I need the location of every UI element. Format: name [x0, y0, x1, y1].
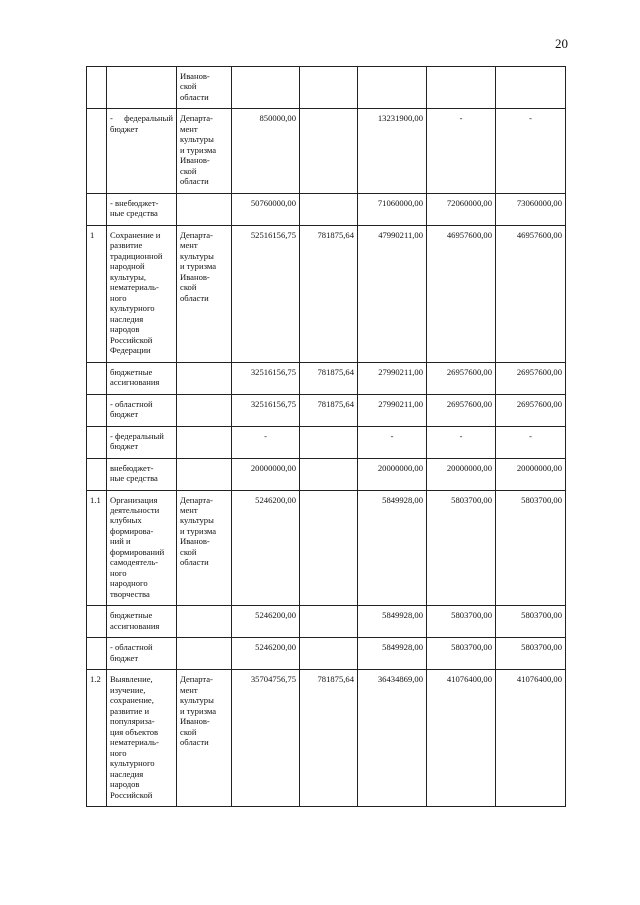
row-value-1	[232, 67, 300, 109]
row-number: 1	[87, 225, 107, 362]
row-name: - внебюджет- ные средства	[107, 193, 177, 225]
row-number	[87, 426, 107, 458]
row-value-5: 26957600,00	[496, 394, 566, 426]
row-executor	[177, 458, 232, 490]
row-value-3: 36434869,00	[358, 670, 427, 807]
row-value-1: 850000,00	[232, 109, 300, 193]
table-row	[87, 490, 566, 606]
row-name: - федеральный бюджет	[107, 426, 177, 458]
row-value-1: 35704756,75	[232, 670, 300, 807]
row-value-3: 71060000,00	[358, 193, 427, 225]
row-name: Организация деятельности клубных формирова- ний и формирований самодеятель- ного народного творчества	[107, 490, 177, 606]
row-value-4	[427, 67, 496, 109]
row-value-2	[300, 458, 358, 490]
row-value-1: 52516156,75	[232, 225, 300, 362]
row-value-1: -	[232, 426, 300, 458]
row-value-2	[300, 490, 358, 606]
table-row	[87, 670, 566, 807]
row-value-4: -	[427, 109, 496, 193]
row-value-1: 20000000,00	[232, 458, 300, 490]
row-value-3: 5849928,00	[358, 638, 427, 670]
table-row	[87, 362, 566, 394]
row-name	[107, 67, 177, 109]
row-value-2	[300, 67, 358, 109]
row-value-2: 781875,64	[300, 225, 358, 362]
row-value-5	[496, 67, 566, 109]
row-number	[87, 638, 107, 670]
row-value-5: 46957600,00	[496, 225, 566, 362]
table-row	[87, 394, 566, 426]
row-value-4: 41076400,00	[427, 670, 496, 807]
row-value-3: 13231900,00	[358, 109, 427, 193]
row-executor: Департа- мент культуры и туризма Иванов- ской области	[177, 109, 232, 193]
row-name: - областной бюджет	[107, 394, 177, 426]
row-value-2	[300, 606, 358, 638]
row-executor	[177, 193, 232, 225]
row-value-1: 50760000,00	[232, 193, 300, 225]
table-row	[87, 67, 566, 109]
row-number	[87, 193, 107, 225]
row-value-3: 27990211,00	[358, 362, 427, 394]
row-value-4: 26957600,00	[427, 394, 496, 426]
row-value-1: 5246200,00	[232, 606, 300, 638]
row-value-2: 781875,64	[300, 394, 358, 426]
row-value-1: 32516156,75	[232, 394, 300, 426]
row-name: Сохранение и развитие традиционной народной культуры, нематериаль- ного культурного наследия народов Российской Федерации	[107, 225, 177, 362]
row-value-5: -	[496, 426, 566, 458]
row-executor: Департа- мент культуры и туризма Иванов- ской области	[177, 670, 232, 807]
row-value-2	[300, 426, 358, 458]
row-value-4: 46957600,00	[427, 225, 496, 362]
row-executor: Департа- мент культуры и туризма Иванов- ской области	[177, 490, 232, 606]
row-name: внебюджет- ные средства	[107, 458, 177, 490]
table-row	[87, 193, 566, 225]
row-value-5: 41076400,00	[496, 670, 566, 807]
table-row	[87, 638, 566, 670]
row-value-4: 5803700,00	[427, 606, 496, 638]
row-value-4: 26957600,00	[427, 362, 496, 394]
row-value-2: 781875,64	[300, 362, 358, 394]
row-number	[87, 67, 107, 109]
row-value-3: 5849928,00	[358, 606, 427, 638]
row-value-3: -	[358, 426, 427, 458]
budget-table	[86, 66, 566, 807]
row-executor: Департа- мент культуры и туризма Иванов- ской области	[177, 225, 232, 362]
row-value-5: 20000000,00	[496, 458, 566, 490]
row-name: бюджетные ассигнования	[107, 362, 177, 394]
row-value-1: 5246200,00	[232, 638, 300, 670]
row-value-4: 5803700,00	[427, 490, 496, 606]
row-value-1: 5246200,00	[232, 490, 300, 606]
row-name: бюджетные ассигнования	[107, 606, 177, 638]
row-name: Выявление, изучение, сохранение, развитие и популяриза- ция объектов нематериаль- ного культурного наследия народов Российской	[107, 670, 177, 807]
row-value-5: -	[496, 109, 566, 193]
row-value-2	[300, 109, 358, 193]
row-executor	[177, 638, 232, 670]
row-value-3: 47990211,00	[358, 225, 427, 362]
row-number	[87, 362, 107, 394]
row-number	[87, 458, 107, 490]
row-executor	[177, 426, 232, 458]
row-value-4: 72060000,00	[427, 193, 496, 225]
row-executor	[177, 362, 232, 394]
row-value-2: 781875,64	[300, 670, 358, 807]
table-row	[87, 426, 566, 458]
table-row	[87, 606, 566, 638]
row-value-2	[300, 638, 358, 670]
row-value-3: 27990211,00	[358, 394, 427, 426]
row-value-5: 5803700,00	[496, 490, 566, 606]
row-value-3: 5849928,00	[358, 490, 427, 606]
table-row	[87, 458, 566, 490]
row-executor: Иванов- ской области	[177, 67, 232, 109]
row-value-5: 5803700,00	[496, 606, 566, 638]
row-value-3	[358, 67, 427, 109]
row-executor	[177, 606, 232, 638]
row-name: - областной бюджет	[107, 638, 177, 670]
page-number: 20	[555, 36, 568, 51]
row-number	[87, 394, 107, 426]
table-row	[87, 109, 566, 193]
row-value-5: 73060000,00	[496, 193, 566, 225]
row-number	[87, 606, 107, 638]
row-value-5: 5803700,00	[496, 638, 566, 670]
row-value-3: 20000000,00	[358, 458, 427, 490]
row-executor	[177, 394, 232, 426]
row-value-4: -	[427, 426, 496, 458]
row-number	[87, 109, 107, 193]
table-row	[87, 225, 566, 362]
row-value-2	[300, 193, 358, 225]
row-value-1: 32516156,75	[232, 362, 300, 394]
row-value-5: 26957600,00	[496, 362, 566, 394]
row-number: 1.1	[87, 490, 107, 606]
row-number: 1.2	[87, 670, 107, 807]
row-value-4: 5803700,00	[427, 638, 496, 670]
row-name: - федеральный бюджет	[107, 109, 177, 193]
row-value-4: 20000000,00	[427, 458, 496, 490]
